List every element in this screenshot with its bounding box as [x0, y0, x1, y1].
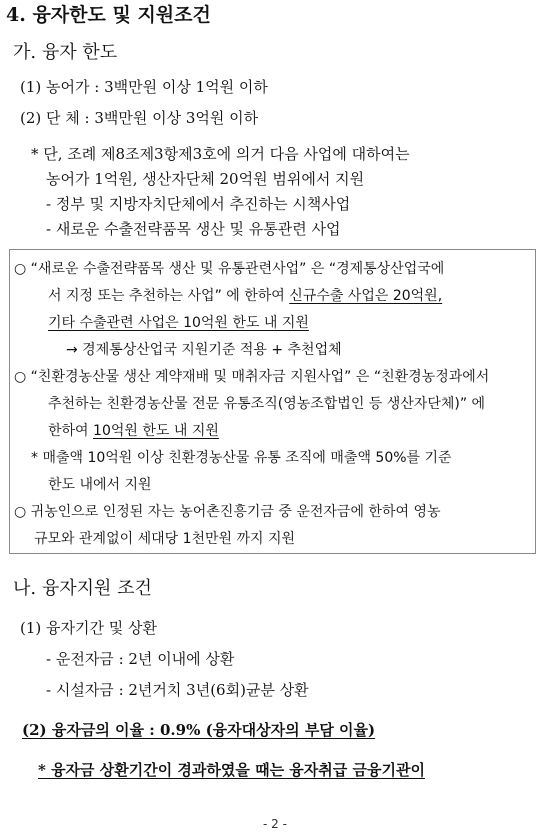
conditions-term: (1) 융자기간 및 상환	[20, 619, 157, 637]
box-item3-line2: 규모와 관계없이 세대당 1천만원 까지 지원	[34, 531, 296, 547]
limit-farmer: (1) 농어가 : 3백만원 이상 1억원 이하	[20, 78, 268, 96]
box-item1-line2	[48, 289, 442, 303]
box-item1-line1: ○ “새로운 수출전략품목 생산 및 유통관련사업” 은 “경제통상산업국에	[14, 261, 445, 277]
limit-group: (2) 단 체 : 3백만원 이상 3억원 이하	[20, 109, 259, 127]
subsection-heading-limit: 가. 융자 한도	[13, 42, 118, 63]
conditions-rate: (2) 융자금의 이율 : 0.9% (융자대상자의 부담 이율)	[22, 721, 376, 739]
box-item2-line2: 추천하는 친환경농산물 전문 유통조직(영농조합법인 등 생산자단체)” 에	[48, 396, 486, 412]
limit-dash-export: - 새로운 수출전략품목 생산 및 유통관련 사업	[46, 220, 341, 238]
box-item2-note-line1: * 매출액 10억원 이상 친환경농산물 유통 조직에 매출액 50%를 기준	[31, 450, 452, 466]
box-item1-line4: → 경제통상산업국 지원기준 적용 + 추천업체	[66, 342, 342, 358]
subsection-heading-conditions: 나. 융자지원 조건	[13, 578, 152, 599]
section-heading: 4. 융자한도 및 지원조건	[6, 4, 211, 26]
box-item3-line1: ○ 귀농인으로 인정된 자는 농어촌진흥기금 중 운전자금에 한하여 영농	[14, 504, 441, 520]
box-item2-line3-text: 한하여	[48, 423, 94, 439]
box-item1-line3	[48, 316, 309, 330]
limit-dash-policy: - 정부 및 지방자치단체에서 추진하는 시책사업	[46, 195, 351, 213]
box-item2-limit: 10억원 한도 내 지원	[93, 423, 219, 439]
box-item1-other-export: 기타 수출관련 사업은 10억원 한도 내 지원	[48, 315, 309, 331]
box-item2-line1: ○ “친환경농산물 생산 계약재배 및 매취자금 지원사업” 은 “친환경농정과에서	[14, 369, 490, 385]
conditions-repayment-note: * 융자금 상환기간이 경과하였을 때는 융자취급 금융기관이	[38, 761, 425, 779]
box-item1-new-export: 신규수출 사업은 20억원,	[289, 288, 443, 304]
box-item2-note-line2: 한도 내에서 지원	[48, 477, 152, 493]
limit-note-line2: 농어가 1억원, 생산자단체 20억원 범위에서 지원	[46, 170, 365, 188]
page-number: - 2 -	[263, 817, 287, 831]
box-item2-line3	[48, 424, 219, 438]
limit-note-line1: * 단, 조례 제8조제3항제3호에 의거 다음 사업에 대하여는	[31, 145, 410, 163]
conditions-facility: - 시설자금 : 2년거치 3년(6회)균분 상환	[46, 681, 309, 699]
box-item1-line2-text: 서 지정 또는 추천하는 사업” 에 한하여	[48, 288, 290, 304]
conditions-operating: - 운전자금 : 2년 이내에 상환	[46, 650, 235, 668]
